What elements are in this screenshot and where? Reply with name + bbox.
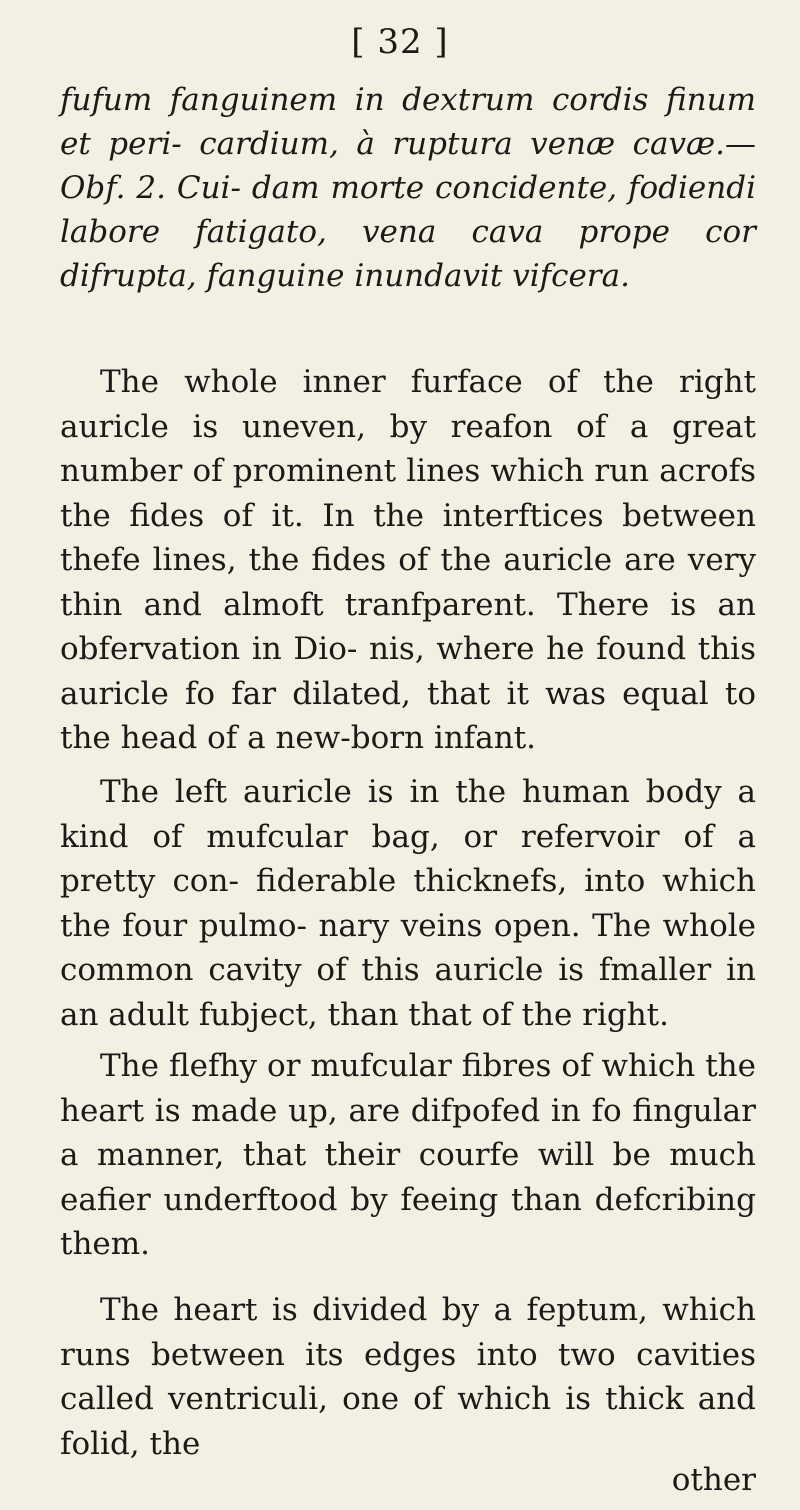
catchword: other <box>671 1462 756 1498</box>
paragraph-right-auricle: The whole inner furface of the right auricle is uneven, by reafon of a great number of prominent lines which run acrofs the fides of it. In the interftices between thefe lines, the fides of the auricle are very thin and almoft tranfparent. There is an obfervation in Dio- nis, where he found this auricle fo far dilated, that it was equal to the head of a new-born infant. <box>60 364 756 756</box>
paragraph-left-auricle: The left auricle is in the human body a kind of mufcular bag, or refervoir of a pretty con- fiderable thicknefs, into which the four pulmo- nary veins open. The whole common cavity of this auricle is fmaller in an adult fubject, than that of the right. <box>60 774 756 1033</box>
paragraph-muscular-fibres: The flefhy or mufcular fibres of which the heart is made up, are difpofed in fo fingular a manner, that their courfe will be much eafier underftood by feeing than defcribing them. <box>60 1048 756 1262</box>
paragraph-heart-septum: The heart is divided by a feptum, which runs between its edges into two cavities called ventriculi, one of which is thick and folid, the <box>60 1292 756 1462</box>
latin-paragraph: fufum fanguinem in dextrum cordis finum et peri- cardium, à ruptura venæ cavæ.—Obf. 2. Cui- dam morte concidente, fodiendi labore fatigato, vena cava prope cor difrupta, fanguine inundavit vifcera. <box>60 82 756 294</box>
page-number: [ 32 ] <box>351 22 449 62</box>
